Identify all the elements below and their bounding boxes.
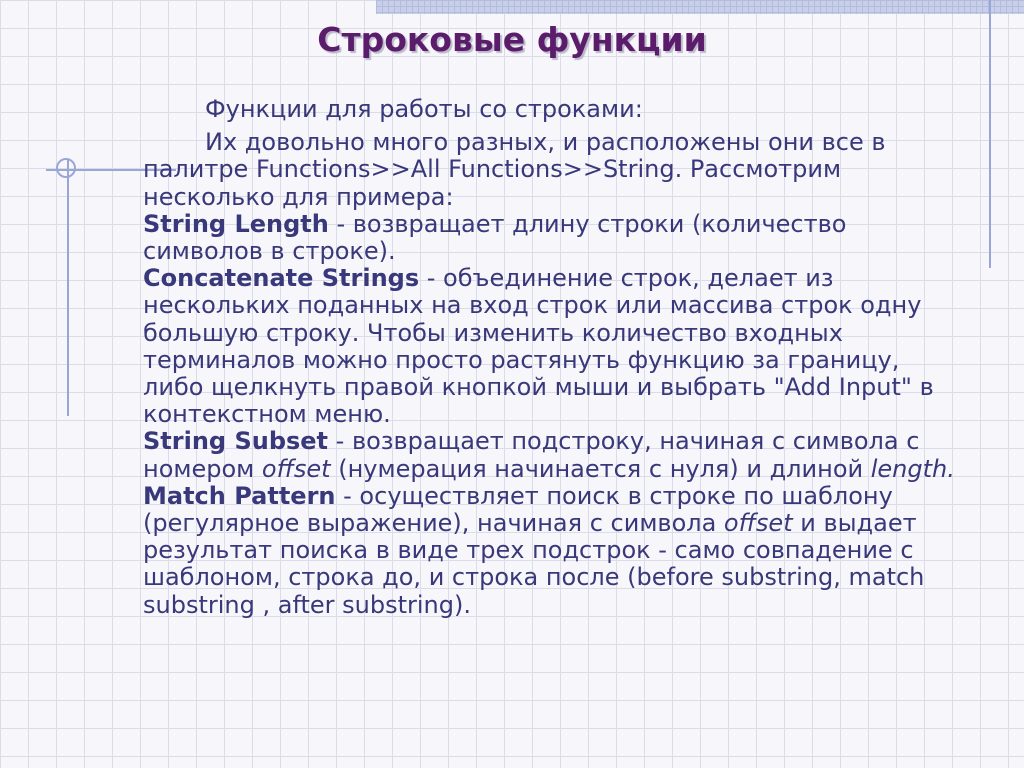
param-offset: offset <box>261 454 331 483</box>
desc-match-pattern-a: - осуществляет поиск в строке по шаблону (регулярное выражение), начиная с символа <box>143 481 893 538</box>
left-vertical-rule <box>67 160 69 416</box>
param-offset-match: offset <box>723 509 793 538</box>
term-concatenate-strings: Concatenate Strings <box>143 264 420 293</box>
term-match-pattern: Match Pattern <box>143 481 336 510</box>
desc-string-length: - возвращает длину строки (количество символов в строке). <box>143 209 847 266</box>
top-decorative-strip <box>376 0 1024 14</box>
slide-body <box>143 96 955 619</box>
desc-string-subset-a: - возвращает подстроку, начиная с символа с номером <box>143 427 920 483</box>
desc-concatenate-strings: - объединение строк, делает из нескольких поданных на вход строк или массива строк одну большую строку. Чтобы изменить количество входных терминалов можно просто растянуть функцию за границу, либо щелкнуть правой кнопкой мыши и выбрать "Add Input" в контекстном меню. <box>143 264 934 429</box>
desc-match-pattern-b: и выдает результат поиска в виде трех подстрок - само совпадение с шаблоном, строка до, и строка после (before substring, match substring , after substring). <box>143 509 925 619</box>
item-string-length <box>143 211 955 265</box>
intro-line: Функции для работы со строками: <box>205 95 643 123</box>
circle-ornament-icon <box>56 158 76 178</box>
param-length: length. <box>870 454 955 483</box>
item-string-subset <box>143 428 955 482</box>
item-match-pattern <box>143 483 955 619</box>
term-string-length: String Length <box>143 209 329 238</box>
item-concatenate-strings <box>143 265 955 428</box>
intro-paragraph: Их довольно много разных, и расположены они все в палитре Functions>>All Functions>>String. Рассмотрим несколько для примера: <box>143 128 886 211</box>
slide-title: Строковые функции <box>317 20 707 59</box>
term-string-subset: String Subset <box>143 427 329 456</box>
desc-string-subset-b: (нумерация начинается с нуля) и длиной <box>330 454 871 483</box>
